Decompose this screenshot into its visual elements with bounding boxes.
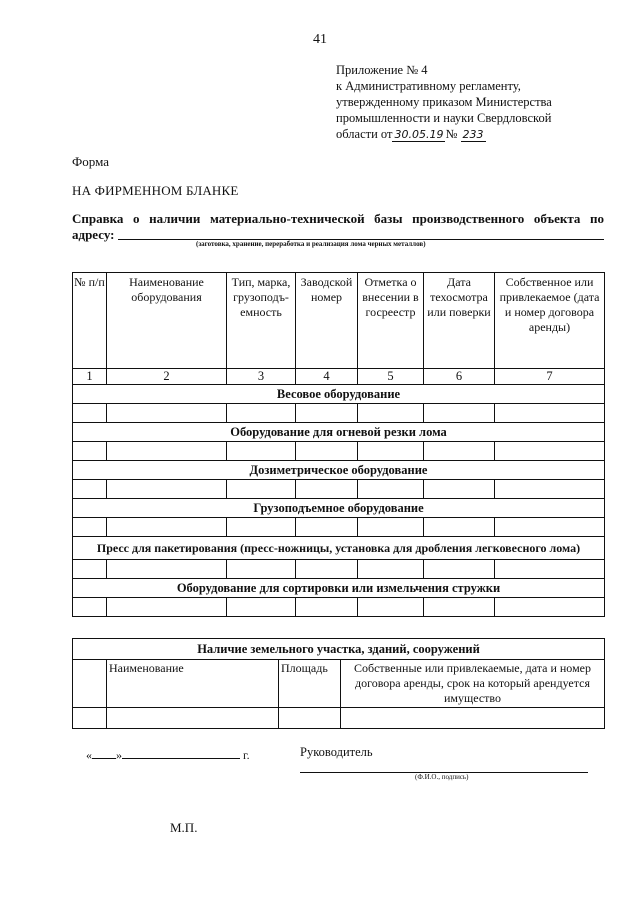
col-header-name: Наименование оборудования [107,273,227,369]
empty-cell[interactable] [296,598,358,617]
quote-open: « [86,748,92,762]
empty-cell[interactable] [495,480,605,499]
empty-cell[interactable] [296,560,358,579]
date-field[interactable] [86,748,250,763]
empty-cell[interactable] [495,518,605,537]
empty-cell[interactable] [296,480,358,499]
appendix-date-prefix: области от [336,127,393,141]
empty-cell[interactable] [107,404,227,423]
col-header-ownership: Собственное или привлекаемое (дата и номер договора аренды) [495,273,605,369]
empty-row [73,518,605,537]
empty-cell[interactable] [424,442,495,461]
empty-cell[interactable] [227,442,296,461]
empty-row [73,560,605,579]
land-table [72,638,605,729]
column-number: 4 [296,369,358,385]
section-row [73,423,605,442]
empty-cell[interactable] [107,598,227,617]
column-number: 6 [424,369,495,385]
empty-cell[interactable] [227,518,296,537]
empty-cell[interactable] [358,442,424,461]
number-sign: № [445,127,458,141]
table-header-row [73,273,605,369]
handwritten-number: 233 [462,128,484,141]
section-cutting: Оборудование для огневой резки лома [73,423,605,442]
empty-cell[interactable] [358,404,424,423]
appendix-line: промышленности и науки Свердловской [336,111,552,125]
address-note: (заготовка, хранение, переработка и реализация лома черных металлов) [196,240,426,248]
empty-cell[interactable] [424,560,495,579]
empty-cell[interactable] [358,480,424,499]
appendix-line: утвержденному приказом Министерства [336,95,552,109]
empty-cell[interactable] [358,518,424,537]
column-number: 2 [107,369,227,385]
section-row [73,639,605,660]
empty-cell[interactable] [424,598,495,617]
empty-cell[interactable] [227,404,296,423]
column-number: 5 [358,369,424,385]
empty-cell[interactable] [495,560,605,579]
empty-cell[interactable] [424,518,495,537]
section-dosimetric: Дозиметрическое оборудование [73,461,605,480]
day-line[interactable] [92,748,116,759]
col-header-area: Площадь [279,660,341,708]
empty-row [73,404,605,423]
empty-cell[interactable] [495,442,605,461]
empty-cell[interactable] [424,404,495,423]
column-number: 7 [495,369,605,385]
empty-cell[interactable] [73,518,107,537]
empty-cell[interactable] [73,708,107,729]
col-header-land-ownership: Собственные или привлекаемые, дата и номер договора аренды, срок на который арендуется имущество [341,660,605,708]
empty-cell[interactable] [227,598,296,617]
empty-cell[interactable] [358,560,424,579]
empty-cell[interactable] [73,480,107,499]
empty-cell[interactable] [107,708,279,729]
empty-cell[interactable] [107,442,227,461]
empty-cell[interactable] [73,404,107,423]
col-header-serial: Заводской номер [296,273,358,369]
stamp-place: М.П. [170,820,198,835]
section-row [73,385,605,404]
handwritten-date: 30.05.19 [394,128,444,141]
section-row [73,499,605,518]
year-suffix: г. [243,748,250,762]
empty-cell[interactable] [107,480,227,499]
page-number: 41 [313,32,327,47]
empty-cell[interactable] [227,560,296,579]
section-lifting: Грузоподъемное оборудование [73,499,605,518]
letterhead-label: НА ФИРМЕННОМ БЛАНКЕ [72,183,239,198]
col-header-blank [73,660,107,708]
column-number-row [73,369,605,385]
section-row [73,579,605,598]
col-header-registry: Отметка о внесении в госреестр [358,273,424,369]
section-sorting: Оборудование для сортировки или измельчения стружки [73,579,605,598]
empty-cell[interactable] [73,442,107,461]
section-row [73,537,605,560]
table-header-row [73,660,605,708]
document-title: Справка о наличии материально-технической базы производственного объекта по адресу: [72,211,604,242]
section-land: Наличие земельного участка, зданий, сооружений [73,639,605,660]
empty-cell[interactable] [107,518,227,537]
empty-cell[interactable] [495,404,605,423]
empty-cell[interactable] [279,708,341,729]
section-weighing: Весовое оборудование [73,385,605,404]
appendix-line [336,126,616,143]
signature-note: (Ф.И.О., подпись) [415,773,469,781]
empty-row [73,708,605,729]
form-label: Форма [72,154,109,169]
empty-cell[interactable] [296,442,358,461]
empty-row [73,598,605,617]
col-header-type: Тип, марка, грузоподъ-емность [227,273,296,369]
section-row [73,461,605,480]
empty-cell[interactable] [296,404,358,423]
empty-cell[interactable] [495,598,605,617]
col-header-number: № п/п [73,273,107,369]
quote-close: » [116,748,122,762]
section-press: Пресс для пакетирования (пресс-ножницы, установка для дробления легковесного лома) [73,537,605,560]
month-line[interactable] [122,748,240,759]
empty-cell[interactable] [107,560,227,579]
empty-cell[interactable] [358,598,424,617]
appendix-line: к Административному регламенту, [336,79,521,93]
empty-row [73,480,605,499]
empty-cell[interactable] [341,708,605,729]
empty-cell[interactable] [227,480,296,499]
equipment-table [72,272,605,617]
empty-cell[interactable] [424,480,495,499]
column-number: 1 [73,369,107,385]
appendix-block [336,62,616,143]
column-number: 3 [227,369,296,385]
empty-cell[interactable] [73,598,107,617]
empty-cell[interactable] [296,518,358,537]
empty-row [73,442,605,461]
col-header-inspection: Дата техосмотра или поверки [424,273,495,369]
empty-cell[interactable] [73,560,107,579]
head-label: Руководитель [300,745,373,759]
col-header-land-name: Наименование [107,660,279,708]
appendix-line: Приложение № 4 [336,63,428,77]
